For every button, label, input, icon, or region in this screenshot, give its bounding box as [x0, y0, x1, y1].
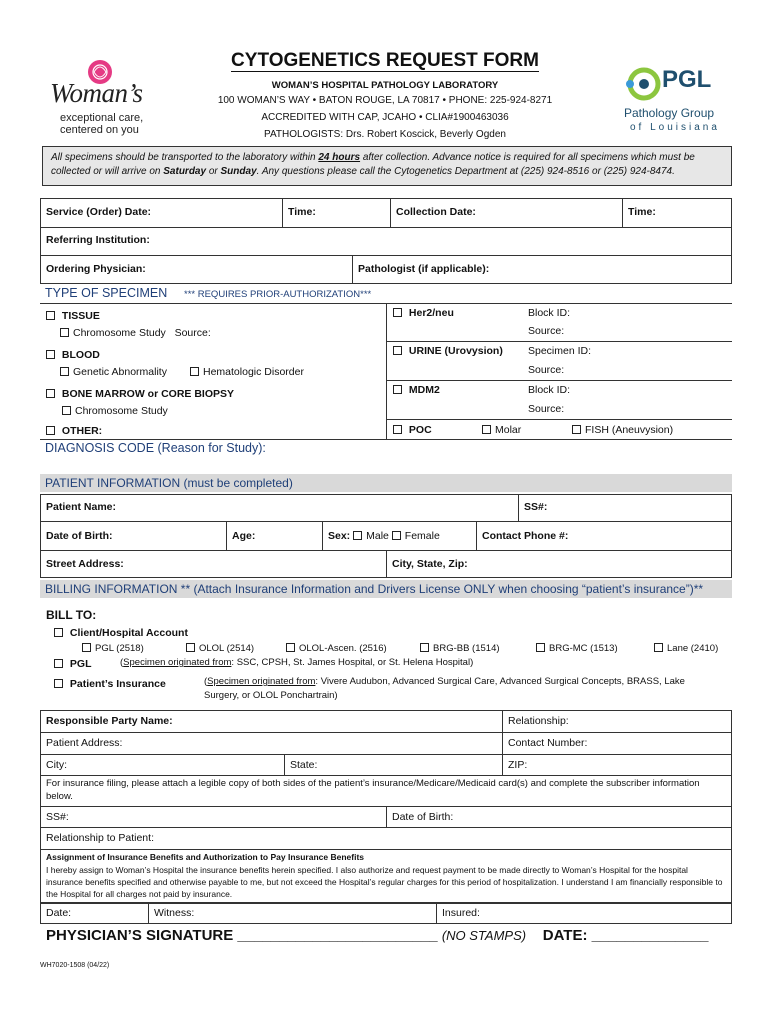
opt-brg-mc-checkbox[interactable]: [536, 643, 545, 652]
tissue-chromosome-option[interactable]: [60, 327, 211, 339]
bone-marrow-label: BONE MARROW or CORE BIOPSY: [61, 388, 235, 400]
notice-sunday: Sunday: [220, 166, 257, 177]
her2-block-id-field[interactable]: Block ID:: [528, 307, 571, 319]
signature-date-field[interactable]: Date:: [46, 907, 72, 919]
opt-lane-label: Lane (2410): [667, 643, 719, 654]
lab-address: 100 WOMAN’S WAY • BATON ROUGE, LA 70817 • PHONE: 225-924-8271: [217, 95, 553, 106]
urine-specimen-id-field[interactable]: Specimen ID:: [528, 345, 592, 357]
pathologist-field[interactable]: Pathologist (if applicable):: [358, 263, 490, 275]
relationship-field[interactable]: Relationship:: [508, 715, 569, 727]
opt-brg-bb[interactable]: [420, 643, 500, 654]
opt-brg-mc[interactable]: [536, 643, 618, 654]
physician-signature-line[interactable]: [46, 927, 708, 944]
street-address-field[interactable]: Street Address:: [46, 558, 124, 570]
opt-olol-ascen[interactable]: [286, 643, 387, 654]
her2-checkbox[interactable]: [393, 308, 402, 317]
zip-field[interactable]: ZIP:: [508, 759, 528, 771]
mdm2-label: MDM2: [408, 384, 440, 396]
genetic-label: Genetic Abnormality: [73, 366, 167, 378]
fish-checkbox[interactable]: [572, 425, 581, 434]
mdm2-checkbox[interactable]: [393, 385, 402, 394]
collection-time-field[interactable]: Time:: [628, 206, 656, 218]
fish-option[interactable]: [572, 424, 673, 436]
urine-source-field[interactable]: Source:: [528, 364, 565, 376]
notice-text-3: . Any questions please call the Cytogenetics Department at (225) 924-8516 or (225) 924-8474.: [256, 166, 675, 177]
poc-label: POC: [408, 424, 432, 436]
signature-label: PHYSICIAN’S SIGNATURE ________________________: [46, 927, 438, 944]
ordering-physician-field[interactable]: Ordering Physician:: [46, 263, 146, 275]
opt-brg-bb-checkbox[interactable]: [420, 643, 429, 652]
male-label: Male: [366, 530, 389, 542]
mdm2-block-id-field[interactable]: Block ID:: [528, 384, 571, 396]
molar-option[interactable]: [482, 424, 521, 436]
hematologic-label: Hematologic Disorder: [203, 366, 304, 378]
pgl-option[interactable]: [54, 658, 92, 670]
pgl-note-text: : SSC, CPSH, St. James Hospital, or St. Helena Hospital): [231, 657, 474, 668]
patient-name-field[interactable]: Patient Name:: [46, 501, 117, 513]
form-code: WH7020-1508 (04/22): [40, 962, 110, 969]
mdm2-source-field[interactable]: Source:: [528, 403, 565, 415]
other-checkbox[interactable]: [46, 426, 55, 435]
her2-source-field[interactable]: Source:: [528, 325, 565, 337]
pgl-subtitle-2: of Louisiana: [630, 122, 720, 133]
opt-olol-ascen-checkbox[interactable]: [286, 643, 295, 652]
her2-label: Her2/neu: [408, 307, 454, 319]
bone-marrow-chromosome-option[interactable]: [62, 405, 168, 417]
opt-olol-label: OLOL (2514): [199, 643, 255, 654]
urine-label: URINE (Urovysion): [408, 345, 503, 357]
billing-section-header: [40, 580, 732, 598]
diagnosis-code-field[interactable]: DIAGNOSIS CODE (Reason for Study):: [45, 441, 266, 455]
client-account-checkbox[interactable]: [54, 628, 63, 637]
patient-sex-field: [328, 530, 440, 542]
pgl-note: (Specimen originated from: SSC, CPSH, St. James Hospital, or St. Helena Hospital): [120, 657, 474, 668]
subscriber-ssn-field[interactable]: SS#:: [46, 811, 69, 823]
opt-pgl-label: PGL (2518): [95, 643, 144, 654]
patient-insurance-label: Patient’s Insurance: [69, 678, 166, 690]
notice-or: or: [206, 166, 221, 177]
molar-checkbox[interactable]: [482, 425, 491, 434]
service-date-field[interactable]: Service (Order) Date:: [46, 206, 152, 218]
bone-marrow-option[interactable]: [46, 388, 234, 400]
pgl-subtitle: Pathology Group: [624, 106, 715, 120]
pgl-logo: [624, 66, 734, 136]
tissue-option[interactable]: [46, 310, 100, 322]
no-stamps-note: (NO STAMPS): [441, 928, 527, 943]
pgl-label: PGL: [69, 658, 92, 670]
tissue-chromosome-checkbox[interactable]: [60, 328, 69, 337]
referring-institution-field[interactable]: Referring Institution:: [46, 234, 150, 246]
opt-pgl-checkbox[interactable]: [82, 643, 91, 652]
bill-to-label: BILL TO:: [46, 608, 97, 622]
billing-section-title: BILLING INFORMATION ** (Attach Insurance Information and Drivers License ONLY when choosing “patient’s insurance”)**: [45, 582, 704, 596]
transport-notice: [42, 146, 732, 186]
witness-field[interactable]: Witness:: [154, 907, 195, 919]
logo-tagline-1: exceptional care,: [60, 112, 144, 124]
poc-checkbox[interactable]: [393, 425, 402, 434]
insurance-note-2: Surgery, or OLOL Ponchartrain): [204, 690, 338, 701]
male-checkbox[interactable]: [353, 531, 362, 540]
city-field[interactable]: City:: [46, 759, 67, 771]
urine-option[interactable]: [393, 345, 503, 357]
pgl-checkbox[interactable]: [54, 659, 63, 668]
opt-brg-bb-label: BRG-BB (1514): [433, 643, 500, 654]
lab-name: WOMAN’S HOSPITAL PATHOLOGY LABORATORY: [271, 80, 499, 91]
pgl-note-underlined: Specimen originated from: [123, 657, 232, 668]
assignment-title: Assignment of Insurance Benefits and Authorization to Pay Insurance Benefits: [46, 852, 365, 862]
assignment-text: I hereby assign to Woman’s Hospital the insurance benefits herein specified. I also authorize and request payment to be made directly to Woman’s Hospital for the hospital insurance benefits specified and otherwise payable to me, but not exceed the Hospital’s regular charges for this period of hospitalization. I understand I am financially responsible to the Hospital for all charges not paid by insurance.: [46, 865, 723, 899]
hematologic-option[interactable]: [190, 366, 304, 378]
notice-text-2: after collection. Advance notice is required for all specimens which must be collected or will arrive on: [51, 152, 695, 177]
contact-number-field[interactable]: Contact Number:: [508, 737, 588, 749]
form-title-text: CYTOGENETICS REQUEST FORM: [231, 50, 539, 71]
insurance-note-text: : Vivere Audubon, Advanced Surgical Care, Advanced Surgical Concepts, BRASS, Lake: [315, 676, 685, 687]
sex-label: Sex:: [328, 530, 351, 542]
collection-date-field[interactable]: Collection Date:: [396, 206, 476, 218]
other-option[interactable]: [46, 425, 102, 437]
opt-olol-checkbox[interactable]: [186, 643, 195, 652]
patient-section-header: [40, 474, 732, 492]
blood-option[interactable]: [46, 349, 100, 361]
client-account-option[interactable]: [54, 627, 188, 639]
tissue-chromosome-label: Chromosome Study: [73, 327, 166, 339]
insurance-filing-note: For insurance filing, please attach a legible copy of both sides of the patient’s insurance/Medicare/Medicaid card(s) and complete the subscriber information below.: [46, 778, 700, 802]
genetic-abnormality-option[interactable]: [60, 366, 167, 378]
opt-pgl[interactable]: [82, 643, 144, 654]
genetic-checkbox[interactable]: [60, 367, 69, 376]
notice-hours: 24 hours: [318, 152, 361, 163]
responsible-party-field[interactable]: Responsible Party Name:: [46, 715, 173, 727]
patient-section-title: PATIENT INFORMATION (must be completed): [45, 476, 293, 490]
molar-label: Molar: [495, 424, 522, 436]
patient-ssn-field[interactable]: SS#:: [524, 501, 548, 513]
signature-date-line: DATE: ______________: [542, 927, 709, 944]
fish-label: FISH (Aneuvysion): [585, 424, 674, 436]
patient-dob-field[interactable]: Date of Birth:: [46, 530, 113, 542]
city-state-zip-field[interactable]: City, State, Zip:: [392, 558, 468, 570]
opt-brg-mc-label: BRG-MC (1513): [549, 643, 618, 654]
hematologic-checkbox[interactable]: [190, 367, 199, 376]
service-time-field[interactable]: Time:: [288, 206, 316, 218]
her2-option[interactable]: [393, 307, 454, 319]
insured-field[interactable]: Insured:: [442, 907, 480, 919]
female-label: Female: [404, 530, 440, 542]
pgl-name: PGL: [662, 66, 712, 93]
state-field[interactable]: State:: [290, 759, 318, 771]
tissue-source-label: Source:: [174, 327, 211, 339]
patient-address-field[interactable]: Patient Address:: [46, 737, 123, 749]
bone-marrow-checkbox[interactable]: [46, 389, 55, 398]
opt-lane[interactable]: [654, 643, 718, 654]
mdm2-option[interactable]: [393, 384, 440, 396]
tissue-label: TISSUE: [61, 310, 100, 322]
notice-saturday: Saturday: [163, 166, 207, 177]
client-account-label: Client/Hospital Account: [69, 627, 188, 639]
patient-insurance-option[interactable]: [54, 678, 166, 690]
bone-marrow-chromosome-label: Chromosome Study: [75, 405, 168, 417]
patient-age-field[interactable]: Age:: [232, 530, 256, 542]
subscriber-dob-field[interactable]: Date of Birth:: [392, 811, 454, 823]
poc-option[interactable]: [393, 424, 432, 436]
insurance-note: (Specimen originated from: Vivere Audubon, Advanced Surgical Care, Advanced Surgical Concepts, BRASS, Lake: [204, 676, 685, 687]
patient-phone-field[interactable]: Contact Phone #:: [482, 530, 569, 542]
other-label: OTHER:: [61, 425, 103, 437]
specimen-section-title: TYPE OF SPECIMEN: [45, 286, 168, 300]
opt-lane-checkbox[interactable]: [654, 643, 663, 652]
patient-insurance-checkbox[interactable]: [54, 679, 63, 688]
female-checkbox[interactable]: [392, 531, 401, 540]
tissue-checkbox[interactable]: [46, 311, 55, 320]
blood-label: BLOOD: [61, 349, 100, 361]
prior-auth-note: *** REQUIRES PRIOR-AUTHORIZATION***: [184, 289, 372, 300]
opt-olol-ascen-label: OLOL-Ascen. (2516): [299, 643, 387, 654]
blood-checkbox[interactable]: [46, 350, 55, 359]
insurance-note-underlined: Specimen originated from: [207, 676, 316, 687]
logo-tagline-2: centered on you: [60, 124, 139, 136]
urine-checkbox[interactable]: [393, 346, 402, 355]
lab-accreditation: ACCREDITED WITH CAP, JCAHO • CLIA#1900463036: [261, 112, 509, 123]
bone-marrow-chromosome-checkbox[interactable]: [62, 406, 71, 415]
notice-text-1: All specimens should be transported to the laboratory within: [51, 152, 319, 163]
signature-row: [40, 902, 732, 924]
logo-name: Woman’s: [50, 78, 143, 108]
opt-olol[interactable]: [186, 643, 254, 654]
lab-pathologists: PATHOLOGISTS: Drs. Robert Koscick, Beverly Ogden: [264, 129, 506, 140]
relationship-to-patient-field[interactable]: Relationship to Patient:: [46, 832, 154, 844]
pgl-dots-icon: [624, 66, 662, 102]
